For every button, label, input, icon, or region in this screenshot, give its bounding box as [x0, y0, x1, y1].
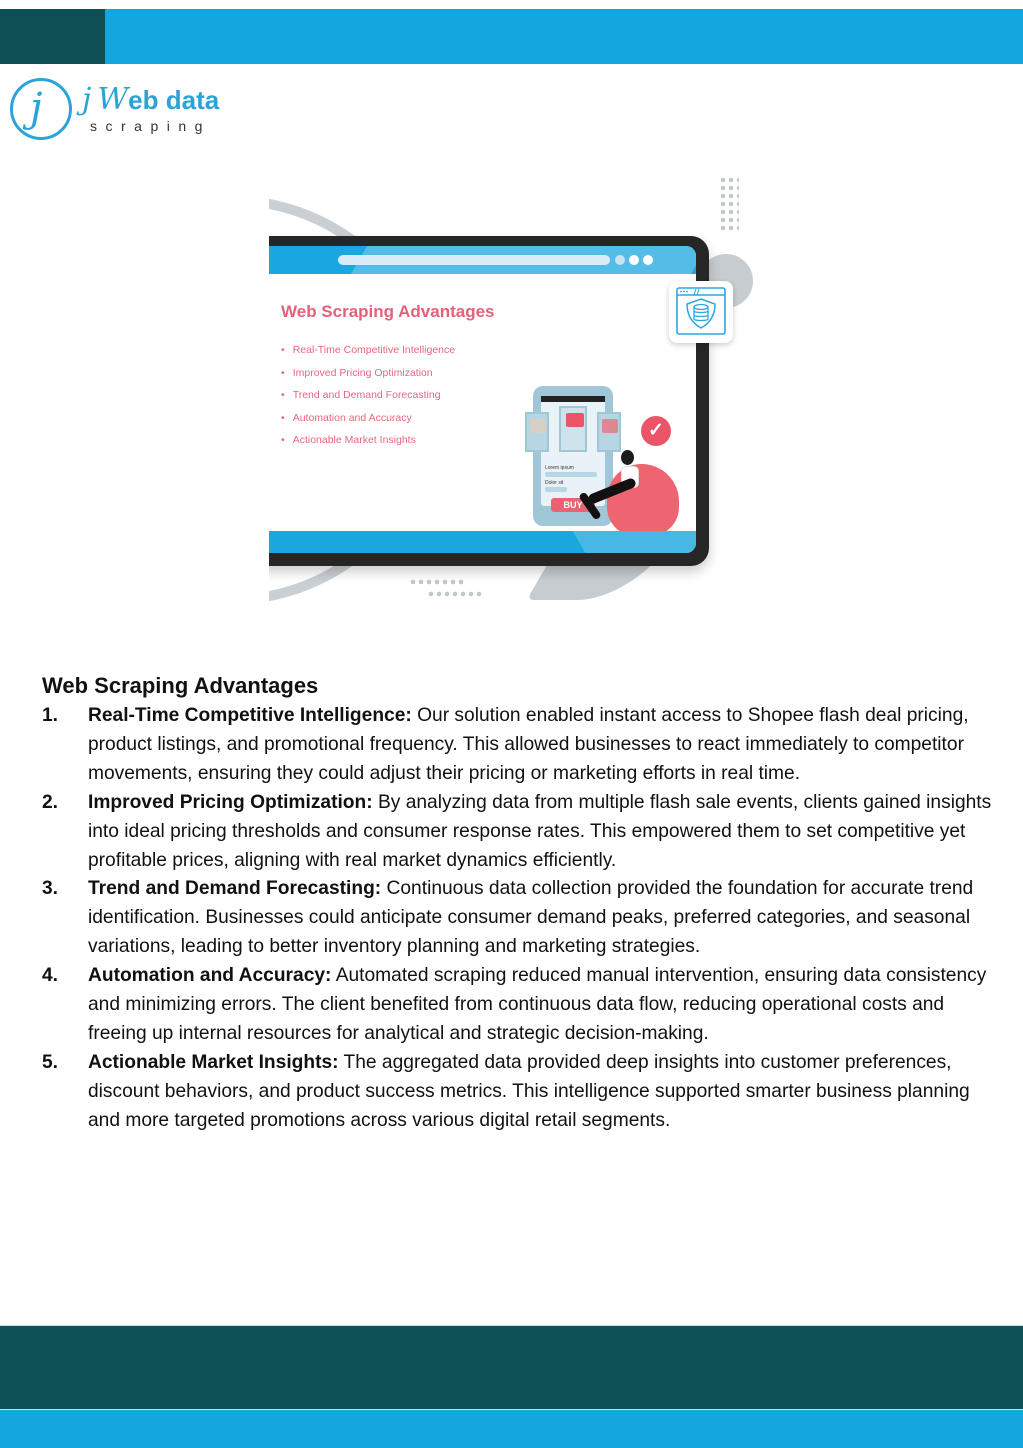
- item-number: 1.: [42, 705, 59, 726]
- logo-brand-w: W: [97, 82, 129, 117]
- item-number: 4.: [42, 965, 59, 987]
- person-head: [621, 450, 634, 465]
- item-text: Our solution enabled instant access to Shopee flash deal pricing, product listings, and promotional frequency. This allowed businesses to react immediately to competitor movements, ensuring they could adjust their pricing or marketing efforts in real time.: [88, 705, 969, 784]
- screen-bullet: • Real-Time Competitive Intelligence: [281, 344, 455, 367]
- screen-bullet: • Improved Pricing Optimization: [281, 367, 455, 390]
- advantage-item: [42, 1049, 992, 1136]
- phone-status-bar: [541, 396, 605, 402]
- advantage-item: [42, 962, 992, 1049]
- bottom-bar-sheen: [573, 531, 696, 553]
- tshirt-icon: [530, 419, 546, 433]
- decorative-dots-row-2: [427, 590, 483, 598]
- logo-brand-name: [82, 82, 219, 117]
- header-band: [0, 9, 1023, 64]
- hero-illustration: [269, 170, 769, 615]
- logo: [8, 76, 228, 146]
- screen-bullet: • Automation and Accuracy: [281, 412, 455, 435]
- advantage-item: [42, 702, 992, 789]
- item-title: Automation and Accuracy:: [88, 965, 332, 987]
- phone-field: [545, 472, 597, 477]
- product-card: [597, 412, 621, 452]
- phone-label: Lorem ipsum: [545, 465, 574, 471]
- item-number: 2.: [42, 791, 59, 813]
- decorative-dots-vertical: [719, 176, 739, 231]
- tshirt-icon: [602, 419, 618, 433]
- product-card: [559, 406, 587, 452]
- tablet-screen: [269, 246, 696, 553]
- header-band-dark-block: [0, 9, 105, 64]
- window-dot-icon: [629, 255, 639, 265]
- item-text: Automated scraping reduced manual intervention, ensuring data consistency and minimizing errors. The client benefited from continuous data flow, reducing operational costs and freeing up internal resources for analytical and strategic decision-making.: [88, 965, 987, 1044]
- section-heading: Web Scraping Advantages: [42, 673, 319, 698]
- item-title: Actionable Market Insights:: [88, 1051, 339, 1073]
- screen-bullet: • Actionable Market Insights: [281, 434, 455, 457]
- decorative-dots-row-1: [409, 578, 465, 586]
- item-title: Real-Time Competitive Intelligence:: [88, 705, 412, 726]
- screen-title: Web Scraping Advantages: [281, 302, 495, 321]
- advantages-list: [42, 702, 992, 1136]
- item-number: 3.: [42, 878, 59, 900]
- advantage-item: [42, 789, 992, 876]
- browser-bottom-bar: [269, 531, 696, 553]
- logo-j-glyph: j: [30, 85, 43, 131]
- item-title: Trend and Demand Forecasting:: [88, 878, 382, 900]
- beanbag-chair: [607, 464, 679, 536]
- logo-mark-j: j: [82, 82, 92, 117]
- logo-brand-rest: eb data: [128, 85, 220, 115]
- shopping-phone: [533, 386, 613, 526]
- advantage-item: [42, 875, 992, 962]
- product-card: [525, 412, 549, 452]
- url-bar: [338, 255, 610, 265]
- logo-subtitle: scraping: [90, 118, 211, 134]
- screen-bullet-list: [281, 344, 455, 457]
- item-text: By analyzing data from multiple flash sale events, clients gained insights into ideal pricing thresholds and consumer response rates. This empowered them to set competitive yet profitable prices, aligning with real market dynamics efficiently.: [88, 791, 992, 871]
- window-dot-icon: [643, 255, 653, 265]
- buy-button: BUY: [551, 498, 595, 512]
- item-title: Improved Pricing Optimization:: [88, 791, 373, 813]
- shield-database-glyph: [669, 281, 733, 343]
- browser-shield-database-icon: [669, 281, 733, 343]
- advantages-section: [42, 671, 992, 1136]
- item-text: Continuous data collection provided the foundation for accurate trend identification. Businesses could anticipate consumer demand peaks, preferred categories, and seasonal variations, leading to better inventory planning and marketing strategies.: [88, 878, 974, 958]
- screen-bullet: • Trend and Demand Forecasting: [281, 389, 455, 412]
- item-text: The aggregated data provided deep insights into customer preferences, discount behaviors, and product success metrics. This intelligence supported smarter business planning and more targeted promotions across various digital retail segments.: [88, 1051, 970, 1131]
- checkmark-icon: ✓: [641, 416, 671, 446]
- footer-band-teal: [0, 1325, 1023, 1409]
- browser-top-bar: [269, 246, 696, 274]
- phone-field: [545, 487, 567, 492]
- item-number: 5.: [42, 1051, 59, 1073]
- tablet-frame: [269, 236, 709, 566]
- phone-label: Dolor sit: [545, 480, 564, 486]
- footer-band-blue: [0, 1409, 1023, 1448]
- window-dot-icon: [615, 255, 625, 265]
- tshirt-icon: [566, 413, 584, 427]
